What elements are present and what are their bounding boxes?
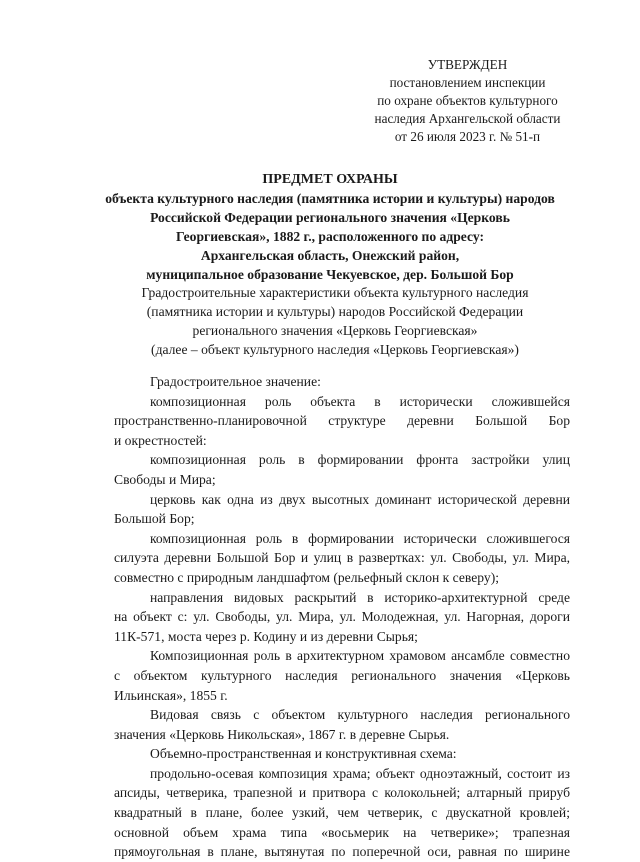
body-line: основной объем храма типа «восьмерик на четверике»; трапезная	[114, 824, 570, 840]
title-line: Архангельская область, Онежский район,	[200, 248, 460, 263]
document-title	[100, 170, 560, 284]
approval-line: УТВЕРЖДЕН	[427, 57, 508, 72]
body-line: пространственно-планировочной структуре деревни Большой Бор	[114, 413, 570, 429]
body-line: направления видовых раскрытий в историко-архитектурной среде	[150, 589, 570, 605]
body-line: апсиды, четверика, трапезной и притвора с колокольней; алтарный прируб	[114, 785, 570, 801]
title-heading: ПРЕДМЕТ ОХРАНЫ	[262, 172, 398, 187]
body-line: значения «Церковь Никольская», 1867 г. в деревне Сырья.	[114, 726, 450, 742]
title-line: Российской Федерации регионального значения «Церковь	[150, 210, 510, 225]
title-line: Георгиевская», 1882 г., расположенного по адресу:	[176, 229, 484, 244]
body-line: Видовая связь с объектом культурного наследия регионального	[150, 707, 570, 723]
body-line: Градостроительное значение:	[150, 374, 321, 389]
body-line: совместно с природным ландшафтом (рельефный склон к северу);	[114, 569, 500, 585]
subtitle-line: Градостроительные характеристики объекта культурного наследия	[141, 285, 529, 300]
section-subtitle	[130, 283, 540, 359]
body-line: Свободы и Мира;	[114, 471, 216, 487]
body-text	[114, 372, 570, 862]
body-line: квадратный в плане, более узкий, чем четверик, с двускатной кровлей;	[114, 805, 570, 821]
body-line: Композиционная роль в архитектурном храмовом ансамбле совместно	[150, 648, 570, 664]
subtitle-line: регионального значения «Церковь Георгиевская»	[192, 323, 478, 338]
approval-line: постановлением инспекции	[389, 75, 546, 90]
body-line: Большой Бор;	[114, 511, 195, 527]
approval-line: наследия Архангельской области	[374, 111, 561, 126]
body-line: Ильинская», 1855 г.	[114, 687, 228, 703]
body-line: и окрестностей:	[114, 432, 207, 448]
approval-stamp	[360, 56, 575, 146]
body-line: Объемно-пространственная и конструктивная схема:	[150, 746, 457, 762]
title-line: объекта культурного наследия (памятника истории и культуры) народов	[105, 191, 555, 206]
body-line: церковь как одна из двух высотных доминант исторической деревни	[150, 491, 570, 507]
body-line: продольно-осевая композиция храма; объект одноэтажный, состоит из	[150, 765, 570, 781]
body-line: на объект с: ул. Свободы, ул. Мира, ул. Молодежная, ул. Нагорная, дороги	[114, 609, 570, 625]
body-line: с объектом культурного наследия регионального значения «Церковь	[114, 667, 570, 683]
body-line: 11К-571, моста через р. Кодину и из деревни Сырья;	[114, 628, 418, 644]
title-line: муниципальное образование Чекуевское, дер. Большой Бор	[146, 267, 514, 282]
subtitle-line: (памятника истории и культуры) народов Российской Федерации	[146, 304, 524, 319]
body-line: композиционная роль в формировании фронта застройки улиц	[150, 452, 570, 468]
approval-line: по охране объектов культурного	[377, 93, 558, 108]
approval-line: от 26 июля 2023 г. № 51-п	[394, 129, 541, 144]
body-line: композиционная роль в формировании исторически сложившегося	[150, 530, 570, 546]
body-line: прямоугольная в плане, вытянутая по поперечной оси, равная по ширине	[114, 844, 570, 860]
body-line: силуэта деревни Большой Бор и улиц в развертках: ул. Свободы, ул. Мира,	[114, 550, 570, 566]
subtitle-line: (далее – объект культурного наследия «Церковь Георгиевская»)	[151, 342, 519, 357]
body-line: композиционная роль объекта в исторически сложившейся	[150, 393, 570, 409]
